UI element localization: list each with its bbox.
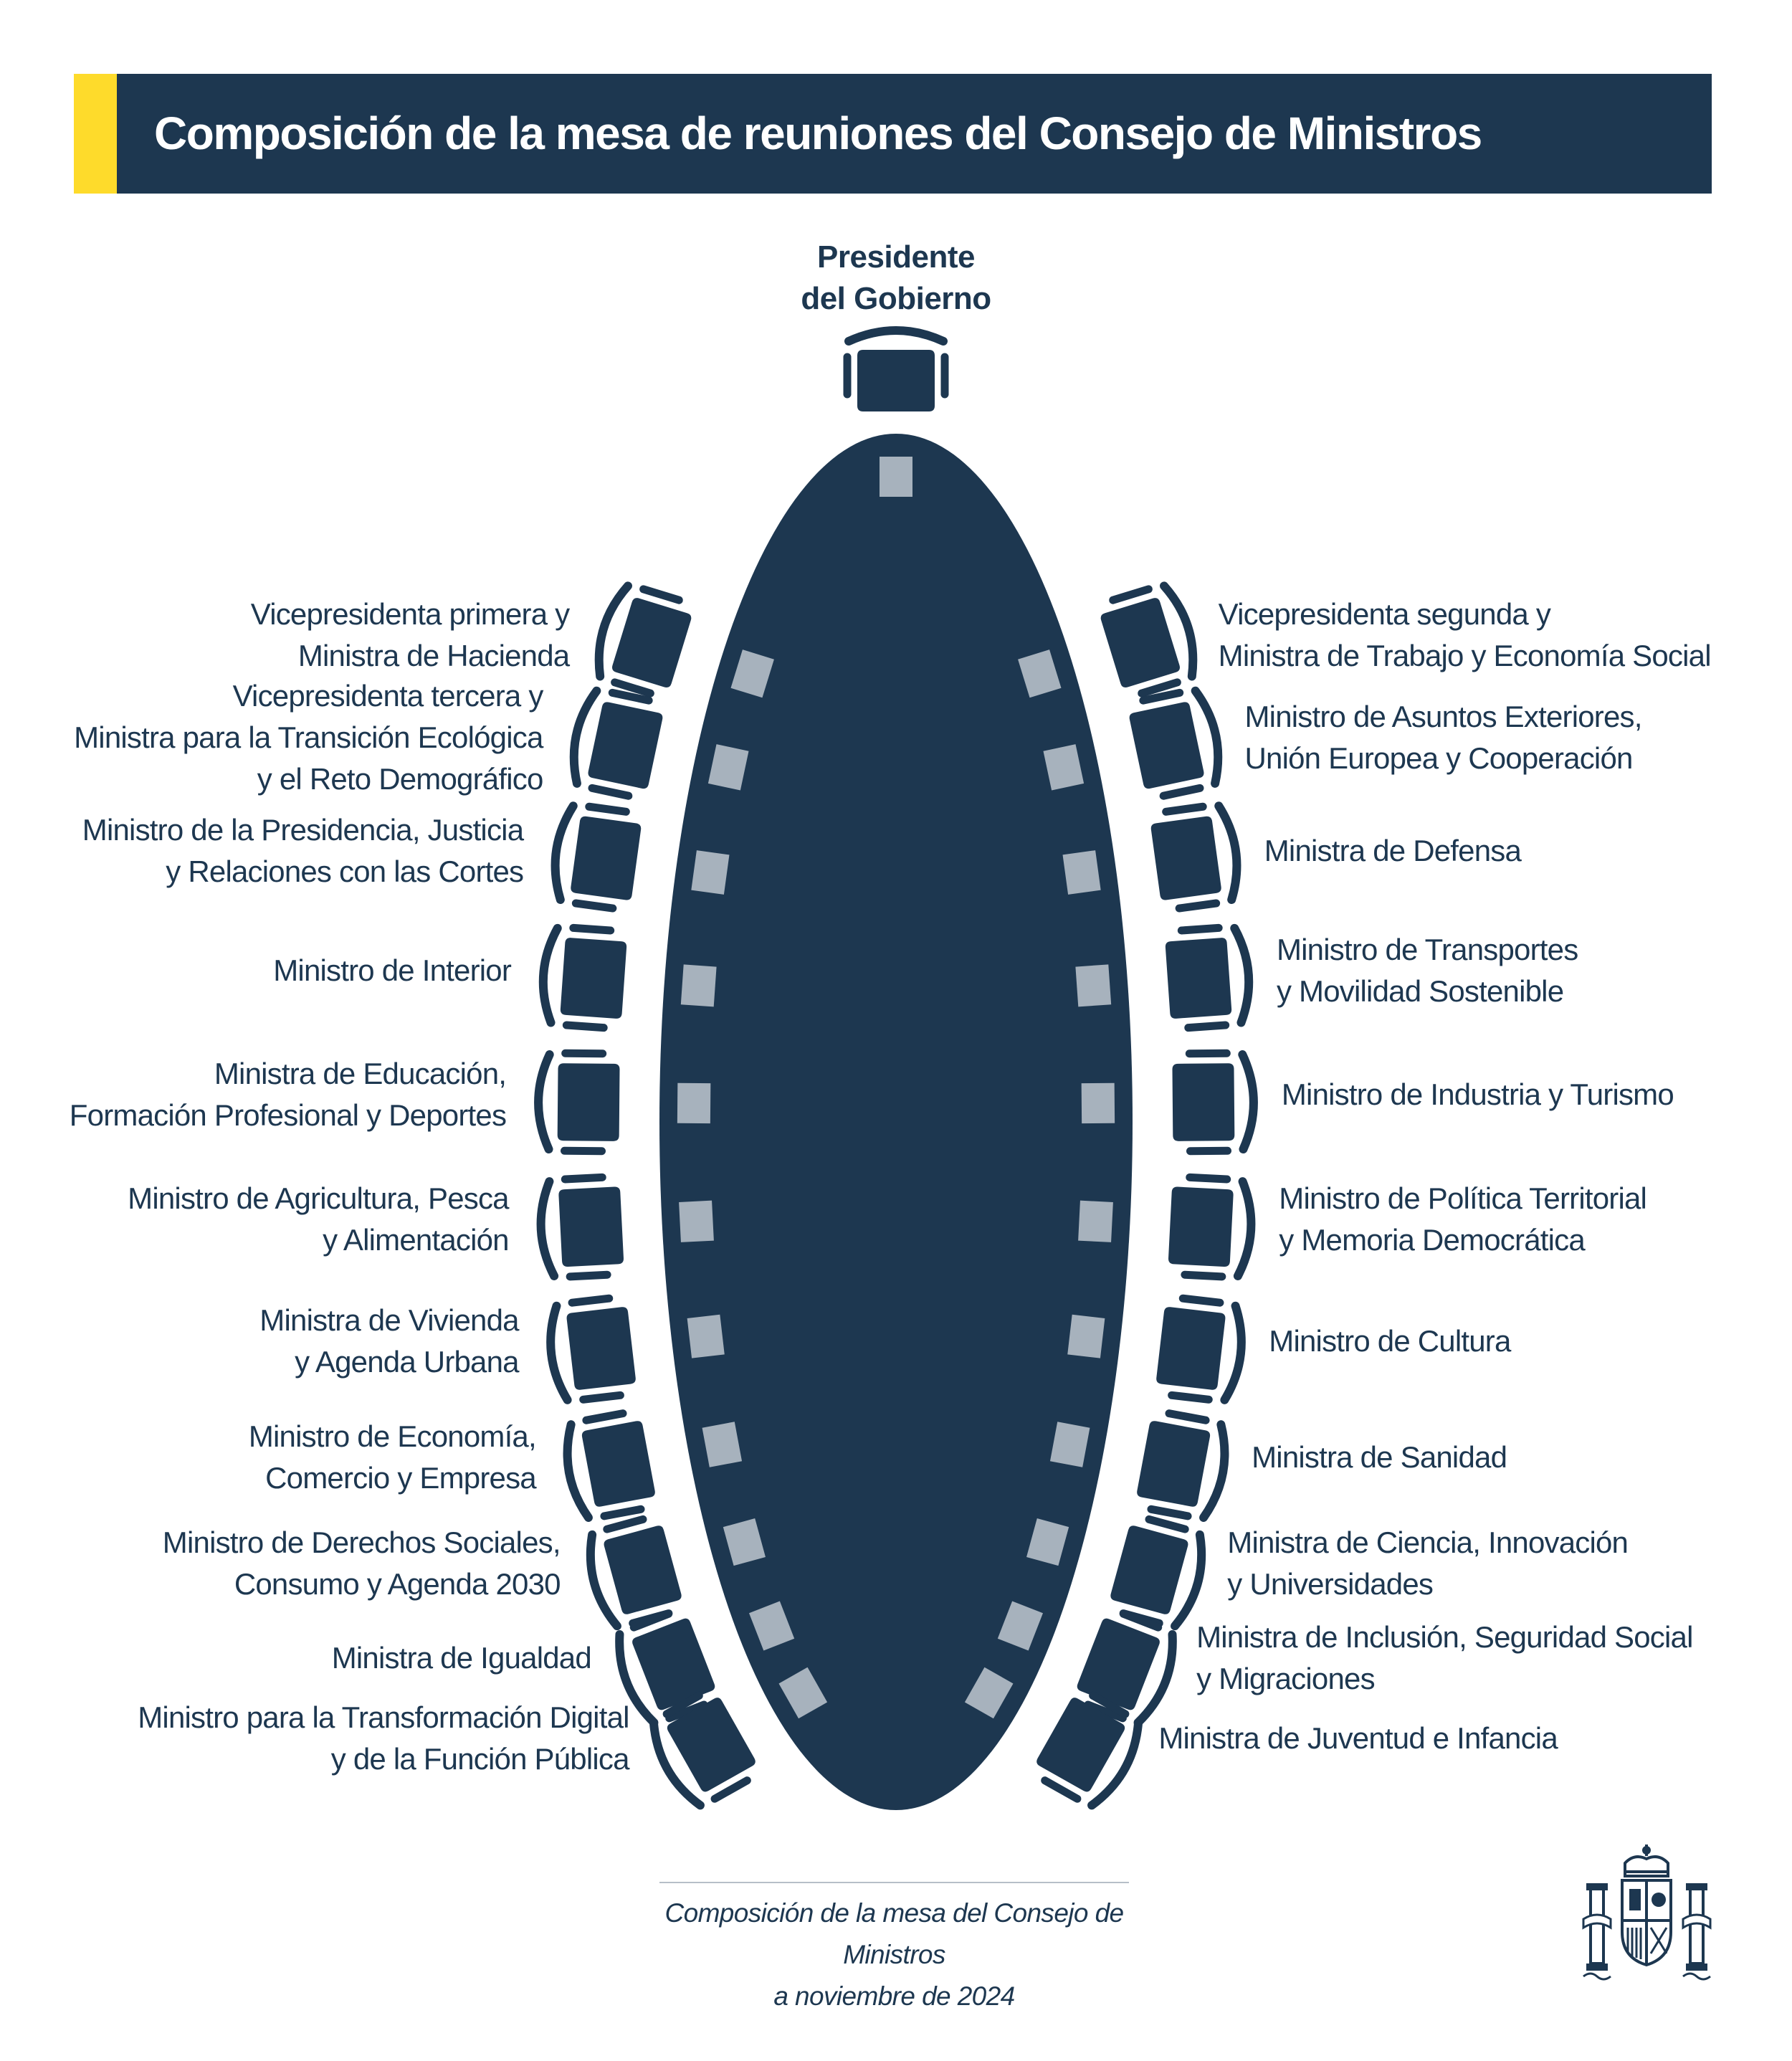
president-label-line: Presidente — [817, 239, 975, 275]
president-label — [717, 237, 1075, 320]
seat-label-line: Ministra de Vivienda — [259, 1303, 519, 1338]
seat-label-line: Ministra de Juventud e Infancia — [1158, 1721, 1558, 1756]
seat-label-line: Ministro de Cultura — [1269, 1324, 1511, 1358]
seat-label — [332, 1637, 591, 1679]
seat-label — [1264, 830, 1521, 872]
seat-label — [249, 1416, 536, 1499]
seat-label-line: Vicepresidenta primera y — [250, 596, 570, 631]
seat-label-line: y el Reto Demográfico — [257, 762, 543, 796]
president-label-line: del Gobierno — [801, 281, 991, 316]
seat-label-line: Ministra de Ciencia, Innovación — [1227, 1525, 1629, 1559]
seat-label — [1277, 929, 1578, 1012]
seat-label-line: Ministro de Industria y Turismo — [1281, 1077, 1674, 1112]
seat-label-line: y Movilidad Sostenible — [1276, 974, 1564, 1009]
seat-label — [1244, 696, 1641, 779]
seat-label — [70, 1053, 506, 1136]
table-place-mat — [677, 1083, 710, 1123]
seat-label-line: Formación Profesional y Deportes — [69, 1098, 507, 1133]
seat-label-line: Ministro de Agricultura, Pesca — [128, 1181, 509, 1216]
seat-label — [273, 950, 511, 991]
table-place-mat — [681, 964, 717, 1006]
seat-label-line: y Relaciones con las Cortes — [166, 854, 524, 888]
president-chair — [847, 330, 945, 411]
left-seat-chair — [550, 803, 643, 910]
meeting-table — [659, 434, 1133, 1810]
seat-label-line: Ministra de Hacienda — [297, 638, 570, 672]
seat-label-line: y Agenda Urbana — [295, 1345, 519, 1379]
table-place-mat — [880, 457, 912, 497]
seat-label-line: Ministra para la Transición Ecológica — [74, 720, 543, 755]
seat-label-line: y Universidades — [1227, 1566, 1434, 1601]
seat-label — [1279, 1178, 1646, 1261]
table-place-mat — [1067, 1315, 1105, 1358]
page-title: Composición de la mesa de reuniones del Consejo de Ministros — [154, 108, 1482, 159]
seat-label — [138, 1697, 629, 1780]
table-place-mat — [1082, 1083, 1115, 1123]
seat-label-line: Ministro de Asuntos Exteriores, — [1244, 700, 1642, 734]
seat-label — [1269, 1320, 1510, 1362]
left-seat-chair — [561, 1410, 658, 1520]
caption-line: Composición de la mesa del Consejo de Ministros — [664, 1898, 1124, 1969]
right-seat-chair — [1164, 926, 1252, 1029]
right-seat-chair — [1155, 1296, 1247, 1402]
seat-label — [1219, 594, 1711, 677]
table-place-mat — [687, 1315, 725, 1358]
seat-label — [1196, 1617, 1693, 1700]
seat-label-line: y Migraciones — [1196, 1661, 1375, 1695]
seat-label-line: Ministro de Política Territorial — [1279, 1181, 1647, 1216]
seat-label-line: Ministra de Defensa — [1264, 833, 1522, 867]
seat-label-line: y Alimentación — [323, 1223, 509, 1257]
seat-label — [1252, 1437, 1507, 1478]
right-seat-chair — [1097, 581, 1203, 698]
seat-label — [1158, 1718, 1558, 1759]
seat-label-line: Vicepresidenta segunda y — [1218, 596, 1551, 631]
seat-label — [251, 594, 570, 677]
seat-label-line: Ministro de Derechos Sociales, — [162, 1525, 561, 1559]
seat-label — [128, 1178, 509, 1261]
seat-label-line: Ministro de Interior — [273, 953, 512, 988]
seat-label-line: Ministro de Transportes — [1276, 933, 1578, 967]
seat-label — [163, 1522, 561, 1605]
seat-label-line: Vicepresidenta tercera y — [232, 679, 543, 713]
table-place-mat — [1063, 850, 1101, 895]
left-seat-chair — [540, 926, 627, 1029]
seat-label-line: Consumo y Agenda 2030 — [234, 1566, 561, 1601]
seat-label — [259, 1300, 518, 1383]
table-place-mat — [691, 850, 729, 895]
seat-label — [1282, 1074, 1674, 1115]
seat-label-line: Ministra de Igualdad — [331, 1640, 591, 1675]
right-seat-chair — [1126, 687, 1226, 800]
right-seat-chair — [1149, 803, 1242, 910]
seat-label — [82, 809, 523, 893]
seat-label — [74, 675, 543, 800]
seat-label — [1227, 1522, 1628, 1605]
caption-divider — [659, 1882, 1129, 1883]
left-seat-chair — [538, 1176, 624, 1278]
coat-of-arms-of-spain-icon — [1581, 1839, 1713, 1982]
seat-label-line: Ministra de Sanidad — [1252, 1439, 1507, 1474]
seat-label-line: y de la Función Pública — [330, 1742, 629, 1776]
left-seat-chair — [538, 1053, 620, 1151]
left-seat-chair — [566, 687, 666, 800]
right-seat-chair — [1168, 1176, 1254, 1278]
seat-label-line: Ministra de Educación, — [214, 1057, 507, 1091]
table-place-mat — [1078, 1201, 1113, 1242]
seat-label-line: Ministra de Trabajo y Economía Social — [1218, 638, 1711, 672]
seat-label-line: Unión Europea y Cooperación — [1244, 741, 1633, 776]
table-place-mat — [1075, 964, 1111, 1006]
seat-label-line: Comercio y Empresa — [265, 1460, 536, 1495]
seat-label-line: y Memoria Democrática — [1279, 1223, 1585, 1257]
seat-label-line: Ministro de Economía, — [248, 1419, 536, 1453]
seat-label-line: Ministro para la Transformación Digital — [138, 1700, 629, 1735]
left-seat-chair — [545, 1296, 637, 1402]
table-place-mat — [679, 1201, 714, 1242]
right-seat-chair — [1172, 1053, 1254, 1151]
left-seat-chair — [589, 581, 695, 698]
caption — [624, 1893, 1165, 2017]
seat-label-line: Ministro de la Presidencia, Justicia — [82, 812, 524, 847]
seat-label-line: Ministra de Inclusión, Seguridad Social — [1196, 1619, 1693, 1654]
caption-line: a noviembre de 2024 — [773, 1981, 1015, 2011]
right-seat-chair — [1134, 1410, 1231, 1520]
